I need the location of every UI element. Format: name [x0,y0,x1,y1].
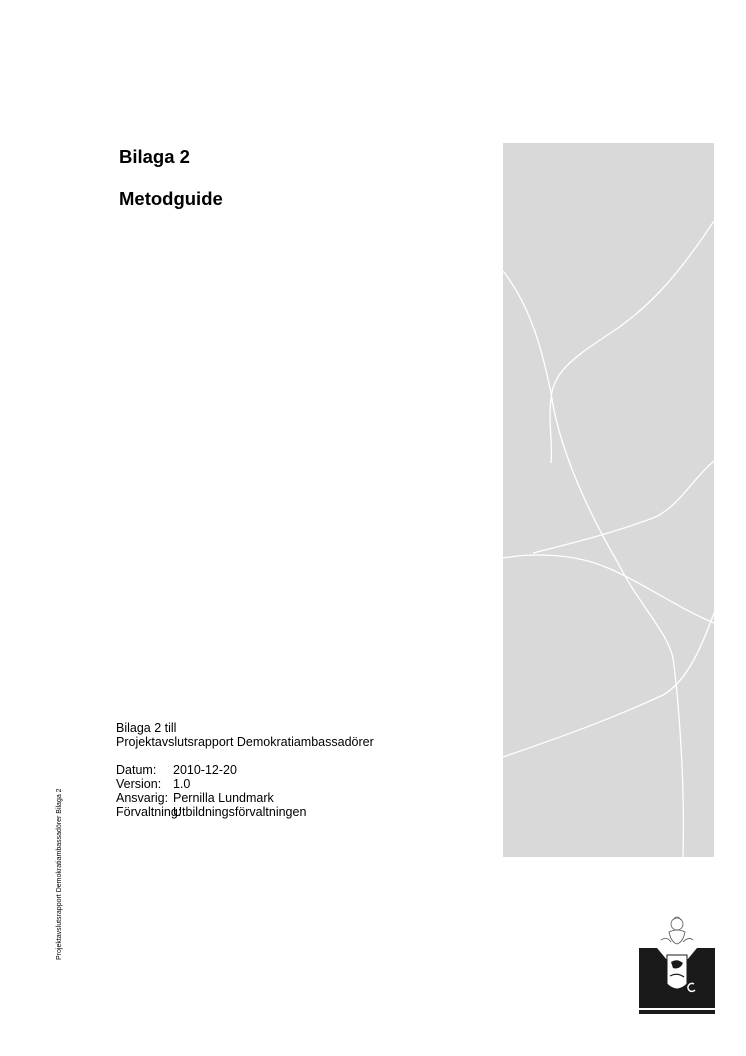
info-line-2: Projektavslutsrapport Demokratiambassadörer [116,735,374,749]
meta-value: Utbildningsförvaltningen [173,805,307,819]
document-meta [116,763,374,819]
document-title-line2: Metodguide [119,188,223,209]
document-title-line1: Bilaga 2 [119,146,190,167]
malmo-stad-logo [639,910,715,1014]
meta-row-datum [116,763,374,777]
meta-value: Pernilla Lundmark [173,791,274,805]
side-footer-text: Projektavslutsrapport Demokratiambassadörer Bilaga 2 [56,788,63,960]
meta-key: Version: [116,777,162,791]
info-line-1: Bilaga 2 till [116,721,177,735]
meta-row-forvaltning [116,805,374,819]
decorative-pattern-panel [503,143,714,857]
meta-row-ansvarig [116,791,374,805]
meta-value: 1.0 [173,777,191,791]
meta-key: Förvaltning: [116,805,182,819]
meta-value: 2010-12-20 [173,763,237,777]
document-info-block [116,721,374,819]
meta-key: Datum: [116,763,157,777]
meta-key: Ansvarig: [116,791,169,805]
meta-row-version [116,777,374,791]
